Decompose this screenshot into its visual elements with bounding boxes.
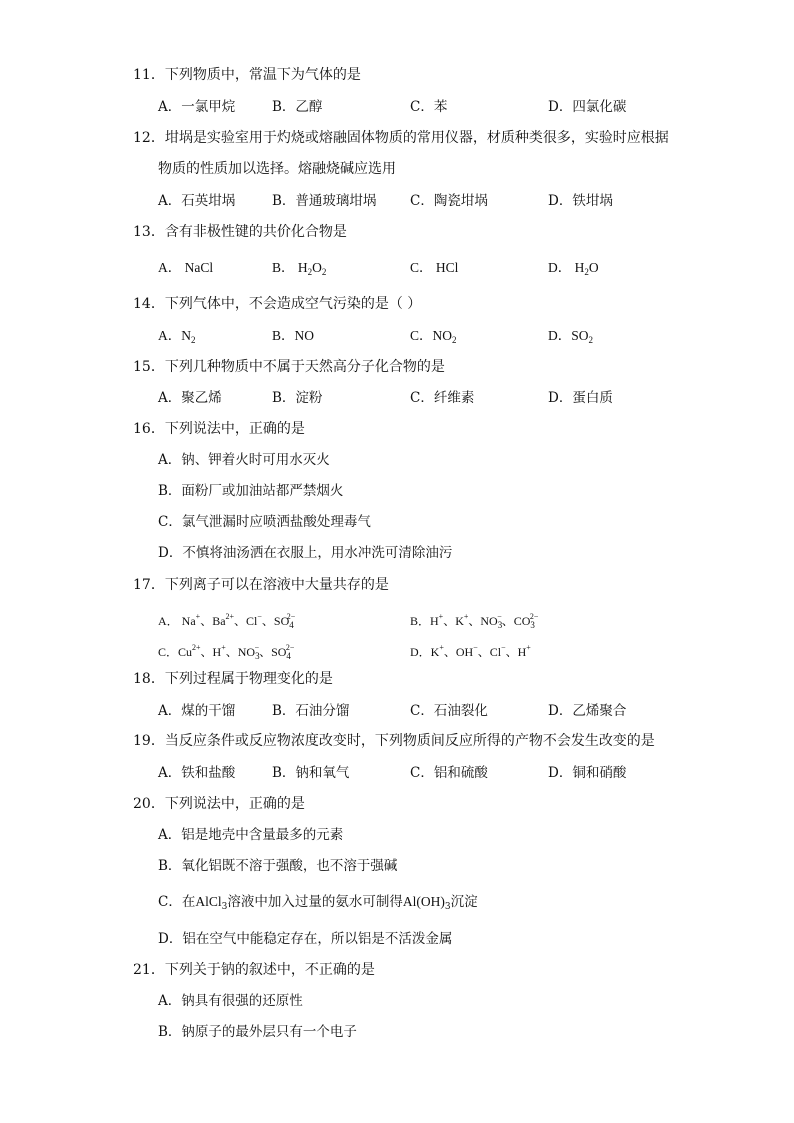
q17-c-cu-charge: 2+ xyxy=(192,643,201,652)
q13-option-d-text2: O xyxy=(588,260,599,275)
q20-option-b: B．氧化铝既不溶于强酸，也不溶于强碱 xyxy=(158,858,398,874)
q17-b-co-sub: 3 xyxy=(530,620,535,630)
q13-option-d-sub: 2 xyxy=(584,267,589,277)
q17-d-h-charge: + xyxy=(526,643,531,652)
q15-option-d: D．蛋白质 xyxy=(548,390,613,406)
q19-option-c: C．铝和硫酸 xyxy=(410,765,488,781)
q17-b-no-charge: − xyxy=(497,612,502,621)
q19-option-b: B．钠和氧气 xyxy=(272,765,350,781)
q13-option-d xyxy=(548,259,599,281)
q17-option-d xyxy=(410,639,531,661)
q14-option-c xyxy=(410,327,457,349)
q11-option-a: A．一氯甲烷 xyxy=(158,99,236,115)
q14-option-a-sub: 2 xyxy=(191,335,196,345)
q14-option-b: B．NO xyxy=(272,328,315,343)
q17-b-co-charge: 2− xyxy=(529,612,539,621)
q17-c-h: 、H xyxy=(200,645,222,659)
q17-d-cl-charge: − xyxy=(501,643,506,652)
question-17-stem: 17．下列离子可以在溶液中大量共存的是 xyxy=(133,577,389,593)
question-18-stem: 18．下列过程属于物理变化的是 xyxy=(133,671,333,687)
question-12-stem-line2: 物质的性质加以选择。熔融烧碱应选用 xyxy=(158,161,396,177)
q17-a-na: A． Na xyxy=(158,614,196,628)
q13-option-b-text: B． H xyxy=(272,260,308,275)
q13-option-b-sub1: 2 xyxy=(307,267,313,277)
q12-option-c: C．陶瓷坩埚 xyxy=(410,193,488,209)
question-16-stem: 16．下列说法中，正确的是 xyxy=(133,421,305,437)
q15-option-a: A．聚乙烯 xyxy=(158,390,222,406)
q16-option-a: A．钠、钾着火时可用水灭火 xyxy=(158,452,330,468)
question-21-stem: 21．下列关于钠的叙述中，不正确的是 xyxy=(133,962,375,978)
question-20-stem: 20．下列说法中，正确的是 xyxy=(133,796,305,812)
q17-a-cl-charge: − xyxy=(257,612,262,621)
q17-option-b xyxy=(410,608,538,634)
q11-option-d: D．四氯化碳 xyxy=(548,99,627,115)
q17-c-no: 、NO xyxy=(225,645,256,659)
q16-option-d: D．不慎将油汤洒在衣服上，用水冲洗可清除油污 xyxy=(158,545,453,561)
question-15-stem: 15．下列几种物质中不属于天然高分子化合物的是 xyxy=(133,359,445,375)
q20-option-a: A．铝是地壳中含量最多的元素 xyxy=(158,827,344,843)
q17-option-c xyxy=(158,639,294,665)
q17-c-so-sub: 4 xyxy=(286,651,291,661)
question-19-stem: 19．当反应条件或反应物浓度改变时，下列物质间反应所得的产物不会发生改变的是 xyxy=(133,733,655,749)
q14-option-d xyxy=(548,327,593,349)
q14-option-a xyxy=(158,327,196,349)
q13-option-c: C． HCl xyxy=(410,260,459,275)
q17-a-ba: 、Ba xyxy=(200,614,226,628)
q20-option-c-aloh-sub: 3 xyxy=(444,902,451,912)
question-11-stem: 11．下列物质中，常温下为气体的是 xyxy=(133,67,361,83)
q17-option-a xyxy=(158,608,295,634)
q17-c-h-charge: + xyxy=(221,643,226,652)
q17-c-cu: C．Cu xyxy=(158,645,193,659)
q17-d-k: D．K xyxy=(410,645,440,659)
q17-c-so-charge: 2− xyxy=(285,643,295,652)
question-14-stem: 14．下列气体中，不会造成空气污染的是（ ） xyxy=(133,296,422,312)
q17-b-h-charge: + xyxy=(438,612,444,621)
q14-option-c-sub: 2 xyxy=(452,335,457,345)
q17-b-no: 、NO xyxy=(468,614,498,628)
q17-b-h: B．H xyxy=(410,614,439,628)
q12-option-a: A．石英坩埚 xyxy=(158,193,236,209)
q13-option-b-sub2: 2 xyxy=(321,267,327,277)
q20-option-c-text2: 溶液中加入过量的氨水可制得 xyxy=(227,894,403,910)
q13-option-b-text2: O xyxy=(312,260,322,275)
q13-option-d-text: D． H xyxy=(548,260,585,275)
q16-option-b: B．面粉厂或加油站都严禁烟火 xyxy=(158,483,344,499)
q12-option-d: D．铁坩埚 xyxy=(548,193,613,209)
q17-a-so-charge: 2− xyxy=(286,612,296,621)
q17-a-cl: 、Cl xyxy=(234,614,258,628)
q17-a-so: 、SO xyxy=(261,614,290,628)
q13-option-b xyxy=(272,259,326,281)
q17-b-k: 、K xyxy=(443,614,464,628)
q17-c-no-sub: 3 xyxy=(255,651,260,661)
q18-option-b: B．石油分馏 xyxy=(272,703,350,719)
q16-option-c: C．氯气泄漏时应喷洒盐酸处理毒气 xyxy=(158,514,371,530)
q17-a-na-charge: + xyxy=(195,612,201,621)
q17-b-no-sub: 3 xyxy=(497,620,503,630)
q20-option-c xyxy=(158,893,478,916)
q20-option-c-aloh: Al(OH) xyxy=(402,894,445,909)
q18-option-d: D．乙烯聚合 xyxy=(548,703,627,719)
q17-c-no-charge: − xyxy=(254,643,260,652)
q14-option-c-text: C．NO xyxy=(410,328,453,343)
q18-option-c: C．石油裂化 xyxy=(410,703,488,719)
q17-d-oh-charge: − xyxy=(473,643,478,652)
q17-d-k-charge: + xyxy=(439,643,444,652)
q19-option-a: A．铁和盐酸 xyxy=(158,765,236,781)
question-13-stem: 13．含有非极性键的共价化合物是 xyxy=(133,224,347,240)
q17-d-oh: 、OH xyxy=(443,645,474,659)
q21-option-b: B．钠原子的最外层只有一个电子 xyxy=(158,1024,357,1040)
q21-option-a: A．钠具有很强的还原性 xyxy=(158,993,303,1009)
q17-a-so-sub: 4 xyxy=(289,620,294,630)
q13-option-a: A． NaCl xyxy=(158,260,214,275)
q15-option-b: B．淀粉 xyxy=(272,390,323,406)
q12-option-b: B．普通玻璃坩埚 xyxy=(272,193,377,209)
q14-option-d-text: D．SO xyxy=(548,328,589,343)
q19-option-d: D．铜和硝酸 xyxy=(548,765,627,781)
q20-option-c-text1: C．在 xyxy=(158,894,196,910)
question-12-stem: 12．坩埚是实验室用于灼烧或熔融固体物质的常用仪器，材质种类很多，实验时应根据 xyxy=(133,130,669,146)
q20-option-d: D．铝在空气中能稳定存在，所以铝是不活泼金属 xyxy=(158,931,453,947)
q20-option-c-text3: 沉淀 xyxy=(450,894,478,910)
q18-option-a: A．煤的干馏 xyxy=(158,703,236,719)
q14-option-a-text: A．N xyxy=(158,328,191,343)
q17-a-ba-charge: 2+ xyxy=(225,612,235,621)
q17-b-k-charge: + xyxy=(463,612,469,621)
q14-option-d-sub: 2 xyxy=(588,335,594,345)
q17-d-cl: 、Cl xyxy=(477,645,502,659)
q20-option-c-alcl: AlCl xyxy=(195,894,222,909)
q11-option-c: C．苯 xyxy=(410,99,448,115)
q20-option-c-alcl-sub: 3 xyxy=(221,902,228,912)
q17-c-so: 、SO xyxy=(259,645,287,659)
q17-d-h: 、H xyxy=(505,645,527,659)
q11-option-b: B．乙醇 xyxy=(272,99,323,115)
q17-b-co: 、CO xyxy=(501,614,531,628)
q15-option-c: C．纤维素 xyxy=(410,390,475,406)
